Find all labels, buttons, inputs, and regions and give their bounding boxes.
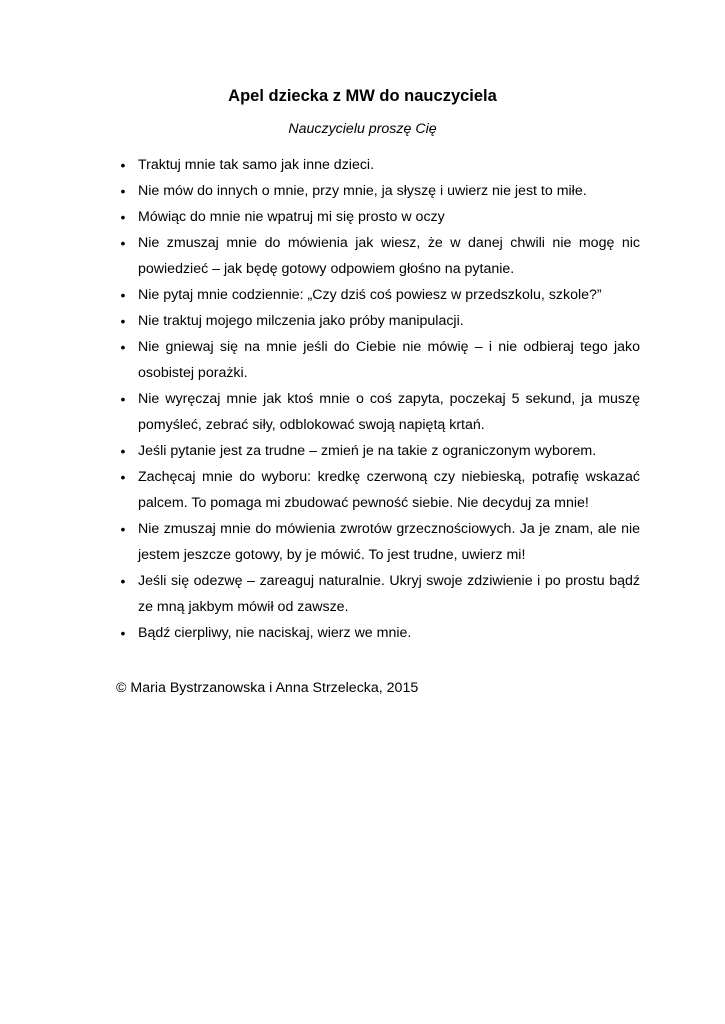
list-item: [116, 568, 640, 620]
copyright-footer: © Maria Bystrzanowska i Anna Strzelecka, 2015: [116, 680, 419, 696]
list-item-text: Nie mów do innych o mnie, przy mnie, ja słyszę i uwierz nie jest to miłe.: [138, 183, 587, 199]
list-item: [116, 282, 640, 308]
list-item: [116, 386, 640, 438]
list-item-text: Jeśli się odezwę – zareaguj naturalnie. Ukryj swoje zdziwienie i po prostu bądź ze mną jakbym mówił od zawsze.: [138, 573, 640, 615]
bullet-icon: •: [120, 573, 126, 589]
list-item-text: Mówiąc do mnie nie wpatruj mi się prosto w oczy: [138, 209, 445, 225]
bullet-icon: •: [120, 157, 126, 173]
document-subtitle: Nauczycielu proszę Cię: [288, 121, 437, 137]
bullet-icon: •: [120, 521, 126, 537]
list-item-text: Nie wyręczaj mnie jak ktoś mnie o coś zapyta, poczekaj 5 sekund, ja muszę pomyśleć, zebrać siły, odblokować swoją napiętą krtań.: [138, 391, 640, 433]
list-item: [116, 334, 640, 386]
list-item: [116, 308, 640, 334]
list-item-text: Zachęcaj mnie do wyboru: kredkę czerwoną czy niebieską, potrafię wskazać palcem. To pomaga mi zbudować pewność siebie. Nie decyduj za mnie!: [138, 469, 640, 511]
bullet-icon: •: [120, 287, 126, 303]
bullet-icon: •: [120, 339, 126, 355]
bullet-icon: •: [120, 625, 126, 641]
list-item-text: Nie pytaj mnie codziennie: „Czy dziś coś powiesz w przedszkolu, szkole?”: [138, 287, 602, 303]
bullet-icon: •: [120, 391, 126, 407]
list-item-text: Traktuj mnie tak samo jak inne dzieci.: [138, 157, 375, 173]
list-item: [116, 516, 640, 568]
bullet-icon: •: [120, 469, 126, 485]
list-item: [116, 230, 640, 282]
bullet-icon: •: [120, 209, 126, 225]
list-item-text: Nie zmuszaj mnie do mówienia zwrotów grzecznościowych. Ja je znam, ale nie jestem jeszcze gotowy, by je mówić. To jest trudne, uwierz mi!: [138, 521, 640, 563]
list-item-text: Jeśli pytanie jest za trudne – zmień je na takie z ograniczonym wyborem.: [138, 443, 597, 459]
bullet-icon: •: [120, 183, 126, 199]
list-item-text: Nie traktuj mojego milczenia jako próby manipulacji.: [138, 313, 464, 329]
bullet-icon: •: [120, 443, 126, 459]
list-item: [116, 464, 640, 516]
list-item: [116, 178, 640, 204]
appeal-list: [116, 152, 640, 646]
bullet-icon: •: [120, 313, 126, 329]
bullet-icon: •: [120, 235, 126, 251]
document-title: Apel dziecka z MW do nauczyciela: [228, 87, 497, 105]
list-item: [116, 152, 640, 178]
list-item-text: Bądź cierpliwy, nie naciskaj, wierz we mnie.: [138, 625, 412, 641]
list-item: [116, 204, 640, 230]
list-item: [116, 620, 640, 646]
list-item: [116, 438, 640, 464]
list-item-text: Nie gniewaj się na mnie jeśli do Ciebie nie mówię – i nie odbieraj tego jako osobistej porażki.: [138, 339, 640, 381]
list-item-text: Nie zmuszaj mnie do mówienia jak wiesz, że w danej chwili nie mogę nic powiedzieć – jak będę gotowy odpowiem głośno na pytanie.: [138, 235, 640, 277]
